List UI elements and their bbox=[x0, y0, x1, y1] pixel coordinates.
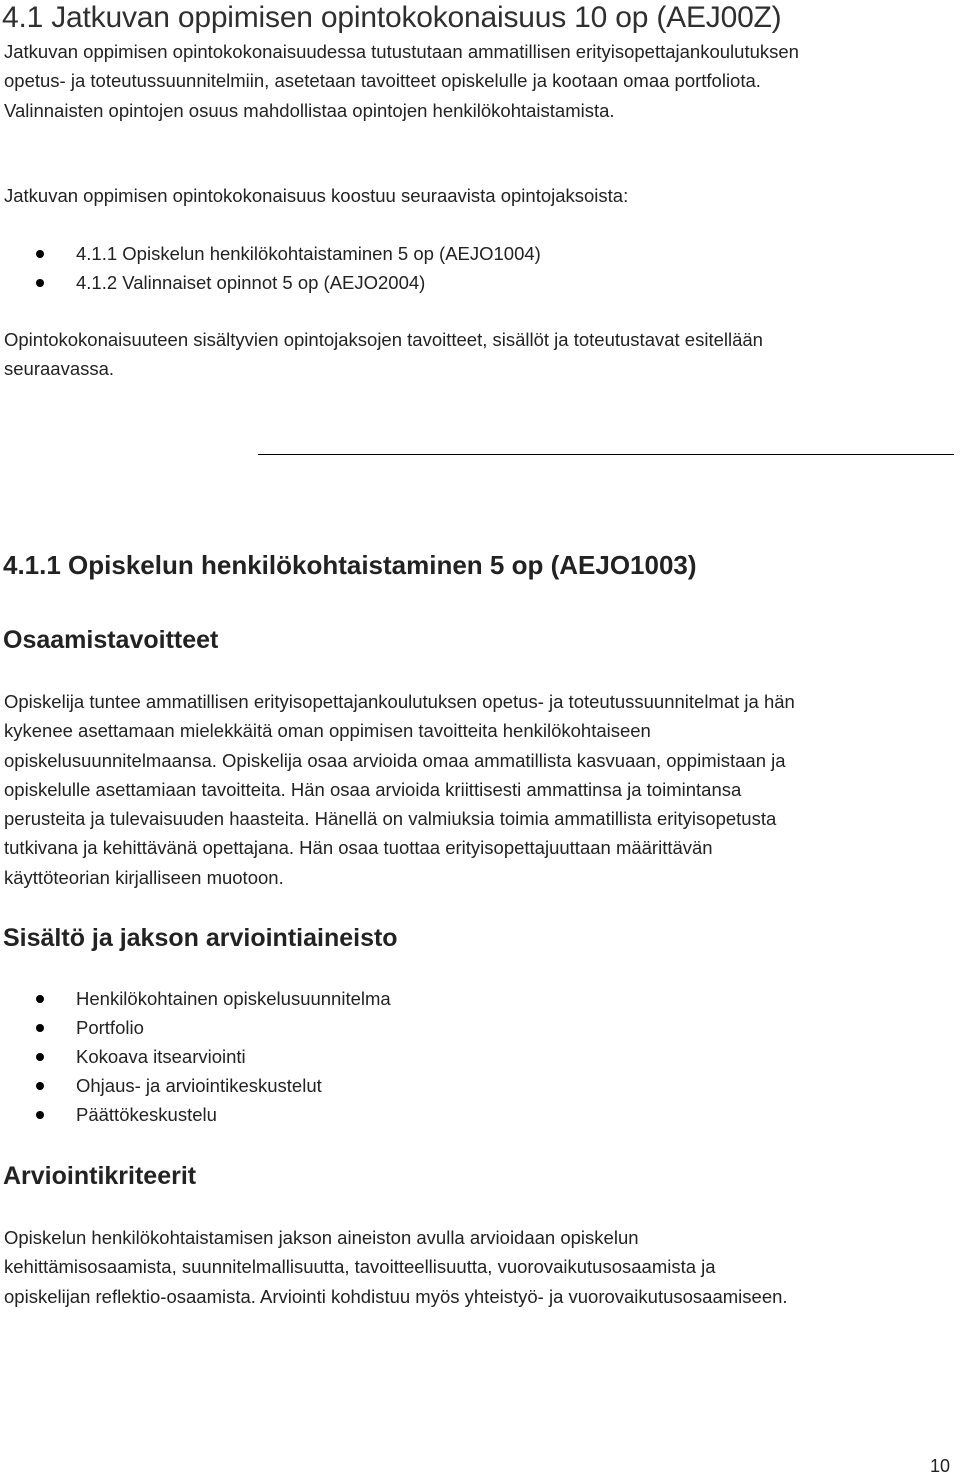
criteria-line: opiskelijan reflektio-osaamista. Arviointi kohdistuu myös yhteistyö- ja vuorovaikutusosaamiseen. bbox=[4, 1285, 788, 1307]
goals-paragraph bbox=[4, 687, 956, 892]
content-label: Portfolio bbox=[76, 1017, 144, 1038]
composition-text: Jatkuvan oppimisen opintokokonaisuus koostuu seuraavista opintojaksoista: bbox=[4, 185, 629, 206]
content-label: Henkilökohtainen opiskelusuunnitelma bbox=[76, 988, 391, 1009]
criteria-heading: Arviointikriteerit bbox=[3, 1162, 197, 1190]
section-title: 4.1.1 Opiskelun henkilökohtaistaminen 5 op (AEJO1003) bbox=[3, 550, 697, 580]
goals-line: perusteita ja tulevaisuuden haasteita. Hänellä on valmiuksia toimia ammatillista erityisopetusta bbox=[4, 808, 777, 830]
content-heading: Sisältö ja jakson arviointiaineisto bbox=[3, 924, 398, 952]
criteria-line: kehittämisosaamista, suunnitelmallisuutta, tavoitteellisuutta, vuorovaikutusosaamista ja bbox=[4, 1256, 716, 1278]
goals-heading: Osaamistavoitteet bbox=[3, 626, 219, 654]
closing-line: seuraavassa. bbox=[4, 358, 115, 380]
section-divider bbox=[258, 454, 954, 455]
page-title: 4.1 Jatkuvan oppimisen opintokokonaisuus 10 op (AEJ00Z) bbox=[2, 1, 782, 34]
bullet-icon bbox=[36, 1053, 44, 1061]
bullet-icon bbox=[36, 250, 44, 258]
intro-line: Jatkuvan oppimisen opintokokonaisuudessa tutustutaan ammatillisen erityisopettajankoulutuksen bbox=[4, 41, 799, 62]
closing-paragraph bbox=[4, 325, 956, 384]
goals-line: Opiskelija tuntee ammatillisen erityisopettajankoulutuksen opetus- ja toteutussuunnitelmat ja hän bbox=[4, 691, 795, 712]
criteria-line: Opiskelun henkilökohtaistamisen jakson aineiston avulla arvioidaan opiskelun bbox=[4, 1227, 639, 1248]
goals-line: tutkivana ja kehittävänä opettajana. Hän osaa tuottaa erityisopettajuuttaan määrittävän bbox=[4, 837, 713, 859]
criteria-paragraph bbox=[4, 1223, 956, 1311]
content-label: Päättökeskustelu bbox=[76, 1104, 217, 1125]
goals-line: käyttöteorian kirjalliseen muotoon. bbox=[4, 866, 284, 888]
course-label: 4.1.2 Valinnaiset opinnot 5 op (AEJO2004) bbox=[76, 272, 426, 293]
bullet-icon bbox=[36, 279, 44, 287]
content-label: Ohjaus- ja arviointikeskustelut bbox=[76, 1075, 322, 1096]
bullet-icon bbox=[36, 1024, 44, 1032]
intro-line: Valinnaisten opintojen osuus mahdollistaa opintojen henkilökohtaistamista. bbox=[4, 99, 615, 121]
bullet-icon bbox=[36, 995, 44, 1003]
intro-paragraph bbox=[4, 37, 956, 125]
page-number: 10 bbox=[929, 1456, 950, 1476]
course-label: 4.1.1 Opiskelun henkilökohtaistaminen 5 op (AEJO1004) bbox=[76, 243, 541, 264]
goals-line: opiskelusuunnitelmaansa. Opiskelija osaa arvioida omaa ammatillista kasvuaan, oppimistaan ja bbox=[4, 749, 786, 771]
bullet-icon bbox=[36, 1111, 44, 1119]
content-label: Kokoava itsearviointi bbox=[76, 1046, 246, 1067]
goals-line: kykenee asettamaan mielekkäitä oman oppimisen tavoitteita henkilökohtaiseen bbox=[4, 720, 651, 742]
bullet-icon bbox=[36, 1082, 44, 1090]
intro-line: opetus- ja toteutussuunnitelmiin, asetetaan tavoitteet opiskelulle ja kootaan omaa portfoliota. bbox=[4, 70, 761, 92]
goals-line: opiskelulle asettamiaan tavoitteita. Hän osaa arvioida kriittisesti ammattinsa ja toimintansa bbox=[4, 778, 742, 800]
closing-line: Opintokokonaisuuteen sisältyvien opintojaksojen tavoitteet, sisällöt ja toteutustavat esitellään bbox=[4, 329, 763, 350]
